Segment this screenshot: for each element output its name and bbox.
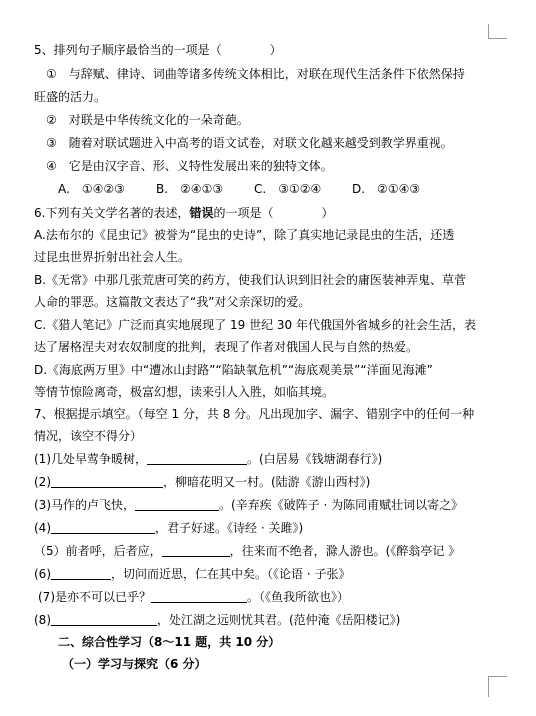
q7-item-6-blank[interactable] [51,567,111,580]
q5-sentence-4: ④ 它是由汉字音、形、义特性发展出来的独特文体。 [46,159,333,173]
q7-stem-cont: 情况，该空不得分） [34,429,143,443]
q6-stem-emphasis: 错误 [189,206,214,220]
q6-stem-post: 的一项是（ ） [213,206,334,220]
q5-sentence-3: ③ 随着对联试题进入中高考的语文试卷，对联文化越来越受到教学界重视。 [46,136,453,150]
q6-option-c: C.《猎人笔记》广泛而真实地展现了 19 世纪 30 年代俄国外省城乡的社会生活，表 [34,318,476,332]
q7-item-6 [34,566,350,582]
q7-item-6-prefix: (6) [34,567,51,581]
q6-option-b: B.《无常》中那几张荒唐可笑的药方，使我们认识到旧社会的庸医装神弄鬼、草菅 [34,273,467,287]
q7-item-8-blank[interactable] [51,613,157,626]
q7-item-4 [34,520,303,536]
q5-option-a[interactable]: A. ①④②③ [58,182,125,196]
q6-stem-pre: 6.下列有关文学名著的表述， [34,206,190,220]
section-2-heading: 二、综合性学习（8～11 题，共 10 分） [58,635,281,649]
q7-item-6-suffix: ，切问而近思，仁在其中矣。（《论语 · 子张》 [111,567,351,581]
q7-item-7 [38,589,349,605]
q7-item-8-prefix: (8) [34,613,51,627]
q7-item-5-suffix: ，往来而不绝者，滁人游也。(《醉翁亭记 》 [229,544,461,558]
q7-item-5 [34,543,460,559]
q7-stem: 7、根据提示填空。（每空 1 分，共 8 分。凡出现加字、漏字、错别字中的任何一种 [34,407,475,421]
q7-item-2-blank[interactable] [51,475,163,488]
q6-option-d-cont: 等情节惊险离奇，极富幻想，读来引人入胜，如临其境。 [34,385,335,399]
q6-stem [34,205,333,221]
q7-item-2-suffix: ，柳暗花明又一村。(陆游《游山西村》) [163,475,371,489]
q5-option-d[interactable]: D. ②①④③ [352,182,421,196]
q5-sentence-2: ② 对联是中华传统文化的一朵奇葩。 [46,113,249,127]
q5-option-c[interactable]: C. ③①②④ [254,182,322,196]
q6-option-a-cont: 过昆虫世界折射出社会人生。 [34,250,191,264]
q7-item-1-suffix: 。(白居易《钱塘湖春行》) [247,452,383,466]
q7-item-3 [34,497,463,513]
q7-item-7-prefix: (7)是亦不可以已乎？ [38,590,151,604]
q6-option-d: D.《海底两万里》中“遭冰山封路”“陷缺氧危机”“海底观美景”“洋面见海滩” [34,363,433,377]
q7-item-4-blank[interactable] [51,521,155,534]
q5-sentence-1: ① 与辞赋、律诗、词曲等诸多传统文体相比，对联在现代生活条件下依然保持 [46,67,465,81]
q7-item-1 [34,451,382,467]
q5-options [58,181,420,197]
q5-stem: 5、排列句子顺序最恰当的一项是（ ） [34,43,282,57]
q7-item-4-suffix: ，君子好逑。《诗经 · 关雎》) [155,521,304,535]
q5-option-b[interactable]: B. ②④①③ [156,182,224,196]
q7-item-5-blank[interactable] [162,544,230,557]
page-corner-mark-top [488,24,507,39]
page-corner-mark-bottom [488,676,507,697]
q7-item-2 [34,474,370,490]
q7-item-1-blank[interactable] [147,452,247,465]
q7-item-5-prefix: （5）前者呼，后者应， [34,544,162,558]
q7-item-1-prefix: (1)几处早莺争暖树， [34,452,147,466]
q7-item-7-blank[interactable] [151,590,247,603]
q7-item-2-prefix: (2) [34,475,51,489]
section-2-subheading: （一）学习与探究（6 分） [62,657,207,671]
q6-option-b-cont: 人命的罪恶。这篇散文表达了“我”对父亲深切的爱。 [34,295,311,309]
q7-item-4-prefix: (4) [34,521,51,535]
q7-item-3-prefix: (3)马作的卢飞快， [34,498,135,512]
q7-item-8-suffix: ，处江湖之远则忧其君。(范仲淹《岳阳楼记》) [157,613,401,627]
q7-item-3-suffix: 。(辛弃疾《破阵子 · 为陈同甫赋壮词以寄之》 [219,498,464,512]
q7-item-8 [34,612,400,628]
q5-sentence-1-cont: 旺盛的活力。 [34,90,107,104]
q6-option-c-cont: 达了屠格涅夫对农奴制度的批判，表现了作者对俄国人民与自然的热爱。 [34,340,419,354]
q7-item-3-blank[interactable] [135,498,219,511]
q7-item-7-suffix: 。（《鱼我所欲也》） [247,590,350,604]
q6-option-a: A.法布尔的《昆虫记》被誉为“昆虫的史诗”，除了真实地记录昆虫的生活，还透 [34,228,455,242]
